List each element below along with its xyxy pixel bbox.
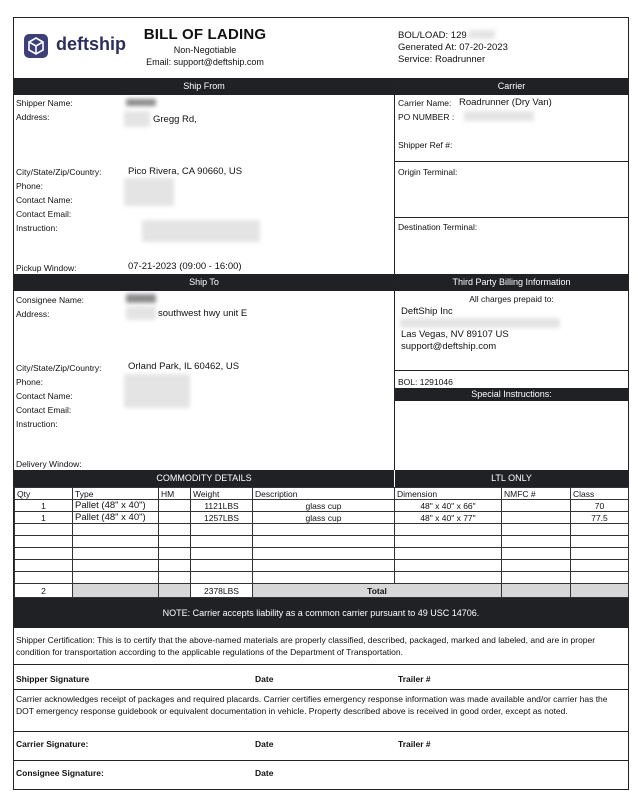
consignee-name-label: Consignee Name: [16, 295, 85, 305]
cell-description: glass cup [253, 500, 395, 512]
shipper-address: Gregg Rd, [153, 114, 197, 125]
contact-name-label: Contact Name: [16, 391, 73, 401]
total-label: Total [253, 584, 502, 598]
col-weight: Weight [191, 488, 253, 500]
carrier-bar: Carrier [395, 78, 628, 95]
redacted-value [126, 99, 156, 106]
blank-cell [73, 584, 159, 598]
divider [14, 664, 628, 665]
redacted-value [124, 374, 190, 408]
contact-name-label: Contact Name: [16, 195, 73, 205]
brand-name: deftship [56, 34, 126, 54]
cell-nmfc [502, 512, 571, 524]
cell-nmfc [502, 500, 571, 512]
title-block [136, 26, 274, 67]
address-label: Address: [16, 309, 50, 319]
shipper-certification: Shipper Certification: This is to certify that the above-named materials are properly classified, described, packaged, marked and labeled, and are in proper condition for transportation according to the applicable regulations of the Department of Transportation. [16, 635, 596, 657]
carrier-date-label: Date [255, 739, 274, 749]
divider [14, 731, 628, 732]
col-type: Type [73, 488, 159, 500]
cell-type: Pallet (48" x 40") [73, 512, 159, 524]
cell-weight: 1257LBS [191, 512, 253, 524]
cell-weight: 1121LBS [191, 500, 253, 512]
prepaid-label: All charges prepaid to: [469, 294, 554, 304]
redacted-value [124, 178, 174, 206]
city-label: City/State/Zip/Country: [16, 167, 102, 177]
destination-terminal-label: Destination Terminal: [398, 222, 478, 232]
col-qty: Qty [15, 488, 73, 500]
carrier-trailer-label: Trailer # [398, 739, 431, 749]
consignee-signature-label: Consignee Signature: [16, 768, 104, 778]
generated-at: Generated At: 07-20-2023 [398, 42, 508, 53]
carrier-name: Roadrunner (Dry Van) [459, 97, 552, 108]
divider [395, 370, 628, 371]
phone-label: Phone: [16, 377, 43, 387]
col-nmfc: NMFC # [502, 488, 571, 500]
cell-description: glass cup [253, 512, 395, 524]
third-party-bar: Third Party Billing Information [395, 274, 628, 291]
pickup-window: 07-21-2023 (09:00 - 16:00) [128, 261, 242, 272]
table-row-empty [15, 524, 629, 536]
billing-company: DeftShip Inc [401, 306, 453, 317]
divider [14, 689, 628, 690]
brand-logo [22, 32, 132, 62]
commodity-details-bar: COMMODITY DETAILS [14, 470, 394, 487]
col-description: Description [253, 488, 395, 500]
special-instructions-bar: Special Instructions: [395, 388, 628, 401]
city-label: City/State/Zip/Country: [16, 363, 102, 373]
bol-number: BOL: 1291046 [398, 377, 453, 387]
carrier-acknowledgement: Carrier acknowledges receipt of packages and required placards. Carrier certifies emergency response information was made available and/or carrier has the DOT emergency response guidebook or equivalent documentation in vehicle. Property described above is received in good order, except as noted. [16, 694, 608, 716]
redacted-value [142, 220, 260, 242]
po-number-label: PO NUMBER : [398, 112, 455, 122]
cell-dimension: 48" x 40" x 77" [395, 512, 502, 524]
header-meta [398, 29, 508, 66]
table-header-row [15, 488, 629, 500]
contact-email-label: Contact Email: [16, 405, 72, 415]
phone-label: Phone: [16, 181, 43, 191]
table-row [15, 500, 629, 512]
cell-class: 70 [571, 500, 629, 512]
cell-hm [159, 500, 191, 512]
ltl-only-bar: LTL ONLY [395, 470, 628, 487]
redacted-value [126, 294, 156, 303]
table-row [15, 512, 629, 524]
document-subtitle: Non-Negotiable [173, 45, 237, 55]
billing-email: support@deftship.com [401, 341, 497, 352]
col-hm: HM [159, 488, 191, 500]
ship-from-bar: Ship From [14, 78, 394, 95]
shipper-signature-label: Shipper Signature [16, 674, 90, 684]
cell-class: 77.5 [571, 512, 629, 524]
shipper-trailer-label: Trailer # [398, 674, 431, 684]
redacted-value [126, 306, 156, 320]
commodity-table [14, 487, 629, 598]
service: Service: Roadrunner [398, 54, 486, 65]
document-title: BILL OF LADING [143, 26, 267, 43]
carrier-name-label: Carrier Name: [398, 98, 452, 108]
bill-of-lading [13, 17, 629, 790]
address-label: Address: [16, 112, 50, 122]
cube-icon [22, 32, 50, 60]
redacted-value [400, 318, 560, 328]
delivery-window-label: Delivery Window: [16, 459, 82, 469]
ship-to-bar: Ship To [14, 274, 394, 291]
divider [395, 217, 628, 218]
cell-dimension: 48" x 40" x 66" [395, 500, 502, 512]
cell-hm [159, 512, 191, 524]
col-dimension: Dimension [395, 488, 502, 500]
table-row-empty [15, 548, 629, 560]
table-total-row [15, 584, 629, 598]
cell-qty: 1 [15, 500, 73, 512]
shipper-ref-label: Shipper Ref #: [398, 140, 453, 150]
billing-city: Las Vegas, NV 89107 US [401, 329, 509, 340]
shipper-city: Pico Rivera, CA 90660, US [128, 166, 243, 177]
carrier-signature-label: Carrier Signature: [16, 739, 89, 749]
contact-email-label: Contact Email: [16, 209, 72, 219]
col-class: Class [571, 488, 629, 500]
divider [14, 760, 628, 761]
table-row-empty [15, 560, 629, 572]
consignee-city: Orland Park, IL 60462, US [128, 361, 240, 372]
bol-load: BOL/LOAD: 129 [398, 30, 467, 41]
origin-terminal-label: Origin Terminal: [398, 167, 458, 177]
pickup-window-label: Pickup Window: [16, 263, 77, 273]
shipper-date-label: Date [255, 674, 274, 684]
header [14, 18, 628, 78]
cell-qty: 1 [15, 512, 73, 524]
consignee-date-label: Date [255, 768, 274, 778]
blank-cell [571, 584, 629, 598]
cell-type: Pallet (48" x 40") [73, 500, 159, 512]
table-row-empty [15, 536, 629, 548]
shipper-name-label: Shipper Name: [16, 98, 73, 108]
blank-cell [502, 584, 571, 598]
liability-note: NOTE: Carrier accepts liability as a common carrier pursuant to 49 USC 14706. [14, 598, 628, 628]
redacted-value [124, 111, 150, 127]
redacted-value [464, 111, 534, 121]
table-row-empty [15, 572, 629, 584]
blank-cell [159, 584, 191, 598]
instruction-label: Instruction: [16, 223, 58, 233]
divider [395, 161, 628, 162]
redacted-value [469, 30, 495, 39]
total-qty: 2 [15, 584, 73, 598]
total-weight: 2378LBS [191, 584, 253, 598]
instruction-label: Instruction: [16, 419, 58, 429]
support-email: Email: support@deftship.com [146, 57, 264, 67]
consignee-address: southwest hwy unit E [158, 308, 248, 319]
